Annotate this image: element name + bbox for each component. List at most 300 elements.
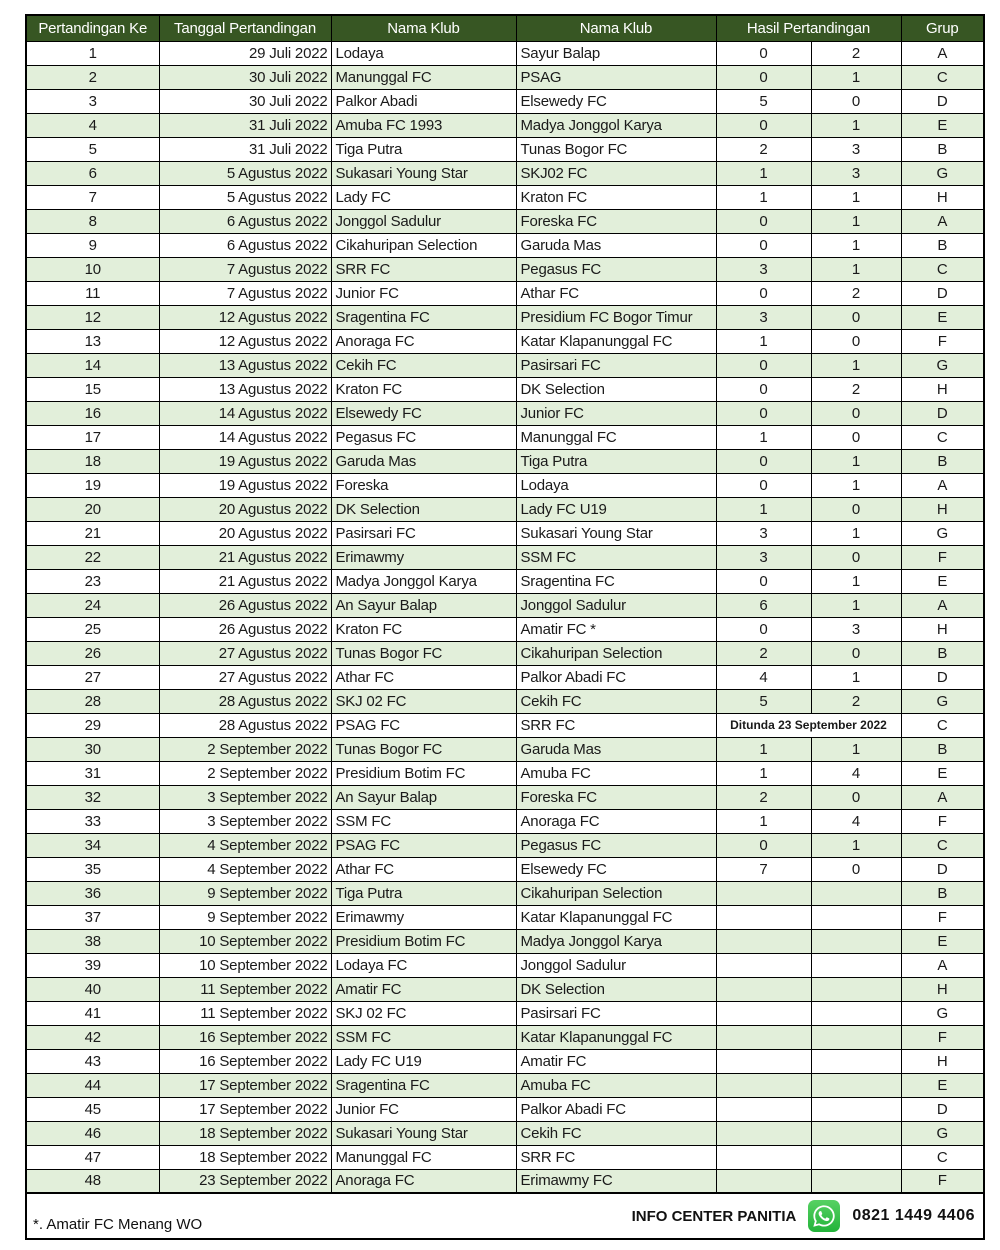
table-row [26, 281, 984, 305]
away-club-cell: Lodaya [516, 473, 716, 497]
home-score-cell: 3 [716, 305, 811, 329]
group-cell: H [901, 185, 984, 209]
home-club-cell: Tiga Putra [331, 137, 516, 161]
home-score-cell: 1 [716, 737, 811, 761]
match-date-cell: 28 Agustus 2022 [159, 689, 331, 713]
match-date-cell: 18 September 2022 [159, 1145, 331, 1169]
table-row [26, 953, 984, 977]
match-number-cell: 37 [26, 905, 159, 929]
match-number-cell: 1 [26, 41, 159, 65]
match-date-cell: 31 Juli 2022 [159, 113, 331, 137]
away-club-cell: Sayur Balap [516, 41, 716, 65]
home-club-cell: Tunas Bogor FC [331, 641, 516, 665]
group-cell: D [901, 1097, 984, 1121]
match-number-cell: 25 [26, 617, 159, 641]
away-club-cell: Pegasus FC [516, 257, 716, 281]
group-cell: A [901, 41, 984, 65]
away-score-cell: 0 [811, 545, 901, 569]
home-club-cell: Lodaya FC [331, 953, 516, 977]
group-cell: G [901, 521, 984, 545]
match-number-cell: 21 [26, 521, 159, 545]
match-date-cell: 18 September 2022 [159, 1121, 331, 1145]
away-score-cell: 1 [811, 593, 901, 617]
away-score-cell: 1 [811, 473, 901, 497]
table-row [26, 449, 984, 473]
group-cell: C [901, 1145, 984, 1169]
match-date-cell: 21 Agustus 2022 [159, 569, 331, 593]
home-score-cell: 0 [716, 473, 811, 497]
home-score-cell: 1 [716, 809, 811, 833]
match-date-cell: 17 September 2022 [159, 1097, 331, 1121]
home-club-cell: Lady FC U19 [331, 1049, 516, 1073]
group-cell: A [901, 473, 984, 497]
group-cell: C [901, 833, 984, 857]
away-score-cell: 1 [811, 569, 901, 593]
group-cell: A [901, 953, 984, 977]
table-row [26, 761, 984, 785]
home-club-cell: Junior FC [331, 281, 516, 305]
home-club-cell: Elsewedy FC [331, 401, 516, 425]
home-club-cell: SRR FC [331, 257, 516, 281]
away-club-cell: Tiga Putra [516, 449, 716, 473]
match-date-cell: 31 Juli 2022 [159, 137, 331, 161]
match-number-cell: 14 [26, 353, 159, 377]
match-date-cell: 2 September 2022 [159, 761, 331, 785]
away-club-cell: Anoraga FC [516, 809, 716, 833]
table-row [26, 641, 984, 665]
match-number-cell: 43 [26, 1049, 159, 1073]
table-row [26, 545, 984, 569]
table-row [26, 593, 984, 617]
match-number-cell: 35 [26, 857, 159, 881]
header-row [26, 15, 984, 41]
group-cell: B [901, 137, 984, 161]
table-row [26, 209, 984, 233]
away-club-cell: Garuda Mas [516, 737, 716, 761]
home-club-cell: Sukasari Young Star [331, 1121, 516, 1145]
table-row [26, 857, 984, 881]
table-row [26, 401, 984, 425]
match-date-cell: 16 September 2022 [159, 1049, 331, 1073]
table-row [26, 665, 984, 689]
match-number-cell: 28 [26, 689, 159, 713]
info-center-phone: 0821 1449 4406 [852, 1207, 975, 1224]
match-number-cell: 20 [26, 497, 159, 521]
home-club-cell: Garuda Mas [331, 449, 516, 473]
match-date-cell: 19 Agustus 2022 [159, 449, 331, 473]
home-club-cell: Manunggal FC [331, 65, 516, 89]
group-cell: D [901, 281, 984, 305]
away-score-cell: 1 [811, 65, 901, 89]
home-club-cell: Anoraga FC [331, 1169, 516, 1193]
match-date-cell: 26 Agustus 2022 [159, 593, 331, 617]
home-club-cell: Lady FC [331, 185, 516, 209]
table-row [26, 497, 984, 521]
group-cell: E [901, 113, 984, 137]
match-number-cell: 6 [26, 161, 159, 185]
match-date-cell: 10 September 2022 [159, 953, 331, 977]
home-club-cell: Kraton FC [331, 617, 516, 641]
table-row [26, 41, 984, 65]
match-number-cell: 47 [26, 1145, 159, 1169]
away-score-cell: 1 [811, 665, 901, 689]
match-schedule-table-wrap [25, 14, 985, 1240]
home-score-cell: 5 [716, 89, 811, 113]
match-number-cell: 46 [26, 1121, 159, 1145]
away-club-cell: Katar Klapanunggal FC [516, 1025, 716, 1049]
group-cell: C [901, 65, 984, 89]
away-score-cell: 0 [811, 857, 901, 881]
home-club-cell: PSAG FC [331, 713, 516, 737]
away-club-cell: Tunas Bogor FC [516, 137, 716, 161]
group-cell: H [901, 377, 984, 401]
home-score-cell [716, 953, 811, 977]
away-score-cell [811, 881, 901, 905]
away-club-cell: Jonggol Sadulur [516, 953, 716, 977]
table-row [26, 305, 984, 329]
away-club-cell: Cikahuripan Selection [516, 641, 716, 665]
group-cell: F [901, 1025, 984, 1049]
home-score-cell [716, 1025, 811, 1049]
home-club-cell: Presidium Botim FC [331, 929, 516, 953]
match-number-cell: 23 [26, 569, 159, 593]
home-club-cell: Tunas Bogor FC [331, 737, 516, 761]
away-club-cell: SRR FC [516, 1145, 716, 1169]
away-club-cell: Presidium FC Bogor Timur [516, 305, 716, 329]
home-score-cell: 2 [716, 137, 811, 161]
table-row [26, 1073, 984, 1097]
match-number-cell: 8 [26, 209, 159, 233]
away-score-cell [811, 1001, 901, 1025]
away-club-cell: Erimawmy FC [516, 1169, 716, 1193]
match-date-cell: 28 Agustus 2022 [159, 713, 331, 737]
away-club-cell: Cekih FC [516, 689, 716, 713]
home-score-cell: 1 [716, 497, 811, 521]
match-number-cell: 42 [26, 1025, 159, 1049]
match-date-cell: 30 Juli 2022 [159, 65, 331, 89]
away-score-cell: 0 [811, 785, 901, 809]
match-number-cell: 48 [26, 1169, 159, 1193]
home-club-cell: SKJ 02 FC [331, 1001, 516, 1025]
home-score-cell: 0 [716, 833, 811, 857]
home-score-cell: 1 [716, 161, 811, 185]
table-row [26, 89, 984, 113]
home-club-cell: Amuba FC 1993 [331, 113, 516, 137]
away-score-cell: 1 [811, 833, 901, 857]
match-date-cell: 21 Agustus 2022 [159, 545, 331, 569]
home-club-cell: Tiga Putra [331, 881, 516, 905]
away-score-cell [811, 1049, 901, 1073]
match-date-cell: 11 September 2022 [159, 1001, 331, 1025]
table-row [26, 785, 984, 809]
home-score-cell: 6 [716, 593, 811, 617]
group-cell: G [901, 689, 984, 713]
match-number-cell: 19 [26, 473, 159, 497]
match-number-cell: 22 [26, 545, 159, 569]
match-date-cell: 14 Agustus 2022 [159, 425, 331, 449]
match-table-body [26, 41, 984, 1193]
home-club-cell: Sukasari Young Star [331, 161, 516, 185]
away-club-cell: Pasirsari FC [516, 1001, 716, 1025]
match-date-cell: 23 September 2022 [159, 1169, 331, 1193]
home-club-cell: Manunggal FC [331, 1145, 516, 1169]
match-date-cell: 19 Agustus 2022 [159, 473, 331, 497]
table-row [26, 977, 984, 1001]
match-date-cell: 13 Agustus 2022 [159, 353, 331, 377]
home-score-cell [716, 1049, 811, 1073]
away-club-cell: Madya Jonggol Karya [516, 113, 716, 137]
match-number-cell: 3 [26, 89, 159, 113]
match-number-cell: 26 [26, 641, 159, 665]
match-date-cell: 20 Agustus 2022 [159, 497, 331, 521]
away-club-cell: Elsewedy FC [516, 89, 716, 113]
away-score-cell [811, 1169, 901, 1193]
away-club-cell: Amuba FC [516, 1073, 716, 1097]
table-row [26, 473, 984, 497]
away-score-cell: 1 [811, 449, 901, 473]
table-row [26, 737, 984, 761]
away-score-cell: 1 [811, 257, 901, 281]
match-number-cell: 16 [26, 401, 159, 425]
group-cell: A [901, 593, 984, 617]
away-club-cell: DK Selection [516, 977, 716, 1001]
away-score-cell: 1 [811, 209, 901, 233]
match-number-cell: 24 [26, 593, 159, 617]
away-score-cell: 0 [811, 401, 901, 425]
away-club-cell: Garuda Mas [516, 233, 716, 257]
home-score-cell: 0 [716, 401, 811, 425]
away-club-cell: SKJ02 FC [516, 161, 716, 185]
home-club-cell: Anoraga FC [331, 329, 516, 353]
home-score-cell: 4 [716, 665, 811, 689]
group-cell: B [901, 881, 984, 905]
match-date-cell: 20 Agustus 2022 [159, 521, 331, 545]
home-score-cell [716, 977, 811, 1001]
home-score-cell: 1 [716, 329, 811, 353]
table-row [26, 329, 984, 353]
home-score-cell: 2 [716, 785, 811, 809]
home-club-cell: Pasirsari FC [331, 521, 516, 545]
table-row [26, 1145, 984, 1169]
home-club-cell: SSM FC [331, 809, 516, 833]
table-row [26, 233, 984, 257]
table-row [26, 1025, 984, 1049]
table-row [26, 65, 984, 89]
match-date-cell: 4 September 2022 [159, 857, 331, 881]
home-club-cell: Palkor Abadi [331, 89, 516, 113]
home-club-cell: Amatir FC [331, 977, 516, 1001]
group-cell: E [901, 761, 984, 785]
header-group: Grup [901, 15, 984, 41]
home-score-cell: 0 [716, 569, 811, 593]
match-number-cell: 31 [26, 761, 159, 785]
group-cell: D [901, 857, 984, 881]
table-row [26, 521, 984, 545]
table-row [26, 713, 984, 737]
match-number-cell: 5 [26, 137, 159, 161]
match-number-cell: 2 [26, 65, 159, 89]
away-score-cell [811, 1073, 901, 1097]
match-date-cell: 9 September 2022 [159, 881, 331, 905]
away-club-cell: SRR FC [516, 713, 716, 737]
away-club-cell: Katar Klapanunggal FC [516, 329, 716, 353]
home-score-cell: 1 [716, 761, 811, 785]
away-score-cell [811, 929, 901, 953]
away-club-cell: Palkor Abadi FC [516, 665, 716, 689]
match-number-cell: 29 [26, 713, 159, 737]
match-date-cell: 9 September 2022 [159, 905, 331, 929]
info-center [632, 1194, 975, 1238]
match-number-cell: 9 [26, 233, 159, 257]
match-date-cell: 2 September 2022 [159, 737, 331, 761]
match-date-cell: 5 Agustus 2022 [159, 185, 331, 209]
home-score-cell [716, 1145, 811, 1169]
away-club-cell: Pegasus FC [516, 833, 716, 857]
away-score-cell: 1 [811, 185, 901, 209]
header-result: Hasil Pertandingan [716, 15, 901, 41]
table-row [26, 425, 984, 449]
match-number-cell: 38 [26, 929, 159, 953]
home-club-cell: Foreska [331, 473, 516, 497]
match-number-cell: 45 [26, 1097, 159, 1121]
away-score-cell: 0 [811, 497, 901, 521]
group-cell: B [901, 737, 984, 761]
home-score-cell: 3 [716, 521, 811, 545]
match-number-cell: 27 [26, 665, 159, 689]
home-score-cell: 3 [716, 257, 811, 281]
group-cell: F [901, 809, 984, 833]
group-cell: B [901, 449, 984, 473]
home-score-cell: 0 [716, 209, 811, 233]
match-date-cell: 27 Agustus 2022 [159, 665, 331, 689]
match-date-cell: 27 Agustus 2022 [159, 641, 331, 665]
group-cell: E [901, 1073, 984, 1097]
whatsapp-icon [808, 1200, 840, 1232]
match-date-cell: 13 Agustus 2022 [159, 377, 331, 401]
table-row [26, 257, 984, 281]
match-date-cell: 5 Agustus 2022 [159, 161, 331, 185]
group-cell: G [901, 353, 984, 377]
home-score-cell: 0 [716, 113, 811, 137]
home-score-cell [716, 1121, 811, 1145]
away-club-cell: Jonggol Sadulur [516, 593, 716, 617]
table-row [26, 929, 984, 953]
table-row [26, 1097, 984, 1121]
home-club-cell: An Sayur Balap [331, 785, 516, 809]
group-cell: G [901, 161, 984, 185]
group-cell: C [901, 713, 984, 737]
group-cell: E [901, 305, 984, 329]
group-cell: B [901, 641, 984, 665]
away-score-cell [811, 1097, 901, 1121]
table-row [26, 881, 984, 905]
match-date-cell: 29 Juli 2022 [159, 41, 331, 65]
table-row [26, 569, 984, 593]
home-score-cell: 0 [716, 281, 811, 305]
header-home-club: Nama Klub [331, 15, 516, 41]
table-row [26, 833, 984, 857]
home-score-cell [716, 1097, 811, 1121]
match-date-cell: 3 September 2022 [159, 809, 331, 833]
away-club-cell: SSM FC [516, 545, 716, 569]
group-cell: B [901, 233, 984, 257]
away-score-cell: 0 [811, 329, 901, 353]
table-row [26, 185, 984, 209]
home-score-cell [716, 1001, 811, 1025]
away-club-cell: Athar FC [516, 281, 716, 305]
home-score-cell: 0 [716, 353, 811, 377]
home-club-cell: Lodaya [331, 41, 516, 65]
away-score-cell: 2 [811, 689, 901, 713]
home-club-cell: Pegasus FC [331, 425, 516, 449]
away-score-cell: 2 [811, 377, 901, 401]
info-center-label: INFO CENTER PANITIA [631, 1207, 797, 1225]
away-club-cell: Foreska FC [516, 209, 716, 233]
match-date-cell: 12 Agustus 2022 [159, 305, 331, 329]
home-club-cell: Cekih FC [331, 353, 516, 377]
table-row [26, 1049, 984, 1073]
match-number-cell: 18 [26, 449, 159, 473]
away-score-cell [811, 1145, 901, 1169]
home-club-cell: Presidium Botim FC [331, 761, 516, 785]
away-score-cell [811, 1121, 901, 1145]
home-club-cell: Erimawmy [331, 905, 516, 929]
group-cell: F [901, 905, 984, 929]
home-club-cell: DK Selection [331, 497, 516, 521]
match-number-cell: 13 [26, 329, 159, 353]
match-schedule-table [25, 14, 985, 1194]
home-club-cell: Sragentina FC [331, 305, 516, 329]
wo-footnote: *. Amatir FC Menang WO [33, 1216, 203, 1233]
postponed-note-cell: Ditunda 23 September 2022 [716, 713, 901, 737]
match-date-cell: 10 September 2022 [159, 929, 331, 953]
away-club-cell: Madya Jonggol Karya [516, 929, 716, 953]
home-club-cell: Athar FC [331, 857, 516, 881]
table-row [26, 377, 984, 401]
match-date-cell: 7 Agustus 2022 [159, 257, 331, 281]
match-number-cell: 41 [26, 1001, 159, 1025]
table-row [26, 353, 984, 377]
away-club-cell: Foreska FC [516, 785, 716, 809]
home-club-cell: Erimawmy [331, 545, 516, 569]
home-score-cell: 0 [716, 41, 811, 65]
match-date-cell: 7 Agustus 2022 [159, 281, 331, 305]
home-score-cell: 0 [716, 233, 811, 257]
match-date-cell: 16 September 2022 [159, 1025, 331, 1049]
match-number-cell: 7 [26, 185, 159, 209]
away-score-cell: 4 [811, 761, 901, 785]
away-score-cell: 1 [811, 353, 901, 377]
match-date-cell: 4 September 2022 [159, 833, 331, 857]
away-club-cell: Amuba FC [516, 761, 716, 785]
away-club-cell: Lady FC U19 [516, 497, 716, 521]
group-cell: E [901, 929, 984, 953]
away-score-cell: 3 [811, 161, 901, 185]
header-match-date: Tanggal Pertandingan [159, 15, 331, 41]
away-club-cell: DK Selection [516, 377, 716, 401]
match-number-cell: 17 [26, 425, 159, 449]
away-score-cell: 1 [811, 233, 901, 257]
away-club-cell: Sukasari Young Star [516, 521, 716, 545]
away-club-cell: Amatir FC [516, 1049, 716, 1073]
home-score-cell [716, 905, 811, 929]
header-match-number: Pertandingan Ke [26, 15, 159, 41]
table-row [26, 1001, 984, 1025]
away-club-cell: Manunggal FC [516, 425, 716, 449]
group-cell: E [901, 569, 984, 593]
home-club-cell: Jonggol Sadulur [331, 209, 516, 233]
away-club-cell: Cikahuripan Selection [516, 881, 716, 905]
